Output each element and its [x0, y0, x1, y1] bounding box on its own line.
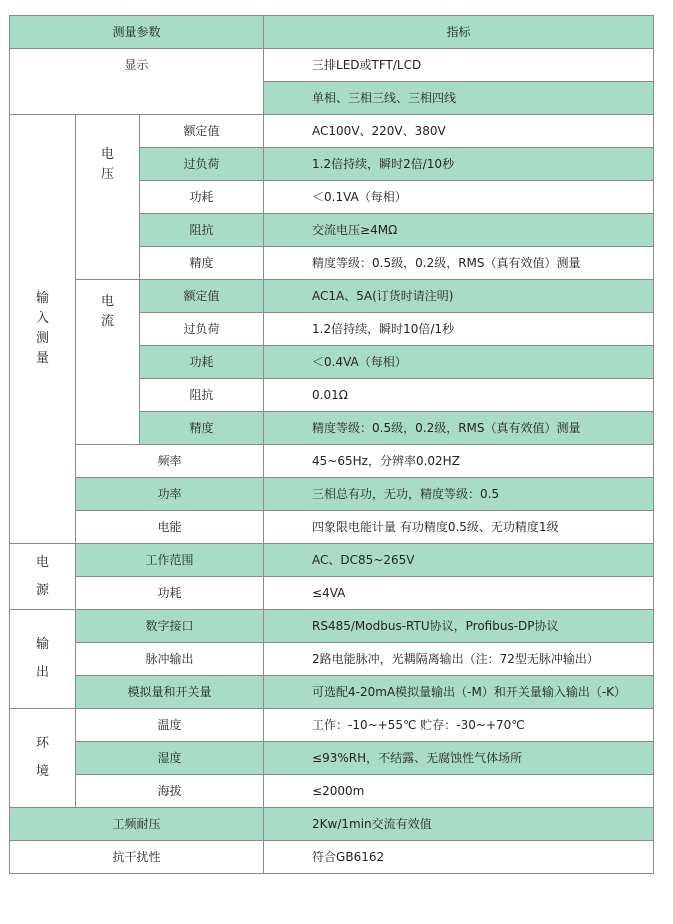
pulse-output-label: 脉冲输出: [76, 643, 264, 676]
voltage-accuracy-label: 精度: [140, 247, 264, 280]
humidity-label: 湿度: [76, 742, 264, 775]
current-accuracy-value: 精度等级：0.5级，0.2级，RMS（真有效值）测量: [264, 412, 654, 445]
withstand-value: 2Kw/1min交流有效值: [264, 808, 654, 841]
voltage-overload-label: 过负荷: [140, 148, 264, 181]
table-row: [10, 544, 654, 577]
input-label: 输入测量: [10, 115, 76, 544]
pulse-output-value: 2路电能脉冲，光耦隔离输出（注：72型无脉冲输出）: [264, 643, 654, 676]
immunity-value: 符合GB6162: [264, 841, 654, 874]
spec-table: [9, 15, 654, 874]
voltage-power-label: 功耗: [140, 181, 264, 214]
table-row: [10, 445, 654, 478]
frequency-label: 频率: [76, 445, 264, 478]
voltage-power-value: ＜0.1VA（每相）: [264, 181, 654, 214]
voltage-impedance-value: 交流电压≥4MΩ: [264, 214, 654, 247]
power-range-label: 工作范围: [76, 544, 264, 577]
table-row: [10, 742, 654, 775]
current-label: 电流: [76, 280, 140, 445]
table-row: [10, 511, 654, 544]
altitude-value: ≤2000m: [264, 775, 654, 808]
power-consumption-label: 功耗: [76, 577, 264, 610]
current-power-value: ＜0.4VA（每相）: [264, 346, 654, 379]
voltage-accuracy-value: 精度等级：0.5级，0.2级，RMS（真有效值）测量: [264, 247, 654, 280]
power-consumption-value: ≤4VA: [264, 577, 654, 610]
voltage-label: 电压: [76, 115, 140, 280]
current-power-label: 功耗: [140, 346, 264, 379]
table-row: [10, 676, 654, 709]
current-rated-value: AC1A、5A(订货时请注明): [264, 280, 654, 313]
header-spec: 指标: [264, 16, 654, 49]
energy-value: 四象限电能计量 有功精度0.5级、无功精度1级: [264, 511, 654, 544]
voltage-overload-value: 1.2倍持续，瞬时2倍/10秒: [264, 148, 654, 181]
current-impedance-value: 0.01Ω: [264, 379, 654, 412]
altitude-label: 海拔: [76, 775, 264, 808]
power-measure-label: 功率: [76, 478, 264, 511]
output-label: 输出: [10, 610, 76, 709]
analog-switch-value: 可选配4-20mA模拟量输出（-M）和开关量输入输出（-K）: [264, 676, 654, 709]
energy-label: 电能: [76, 511, 264, 544]
table-row: [10, 808, 654, 841]
power-supply-label: 电源: [10, 544, 76, 610]
power-measure-value: 三相总有功，无功，精度等级：0.5: [264, 478, 654, 511]
voltage-rated-value: AC100V、220V、380V: [264, 115, 654, 148]
table-row: [10, 49, 654, 82]
wiring-value: 单相、三相三线、三相四线: [264, 82, 654, 115]
voltage-impedance-label: 阻抗: [140, 214, 264, 247]
table-row: [10, 709, 654, 742]
current-rated-label: 额定值: [140, 280, 264, 313]
table-row: [10, 478, 654, 511]
immunity-label: 抗干扰性: [10, 841, 264, 874]
display-label: 显示: [10, 49, 264, 115]
analog-switch-label: 模拟量和开关量: [76, 676, 264, 709]
current-overload-label: 过负荷: [140, 313, 264, 346]
voltage-rated-label: 额定值: [140, 115, 264, 148]
table-row: [10, 115, 654, 148]
table-row: [10, 841, 654, 874]
current-overload-value: 1.2倍持续，瞬时10倍/1秒: [264, 313, 654, 346]
frequency-value: 45~65Hz，分辨率0.02HZ: [264, 445, 654, 478]
current-accuracy-label: 精度: [140, 412, 264, 445]
header-param: 测量参数: [10, 16, 264, 49]
temperature-value: 工作：-10~+55℃ 贮存：-30~+70℃: [264, 709, 654, 742]
display-value: 三排LED或TFT/LCD: [264, 49, 654, 82]
header-row: [10, 16, 654, 49]
table-row: [10, 610, 654, 643]
digital-interface-label: 数字接口: [76, 610, 264, 643]
withstand-label: 工频耐压: [10, 808, 264, 841]
table-row: [10, 643, 654, 676]
table-row: [10, 577, 654, 610]
humidity-value: ≤93%RH，不结露、无腐蚀性气体场所: [264, 742, 654, 775]
table-row: [10, 280, 654, 313]
current-impedance-label: 阻抗: [140, 379, 264, 412]
digital-interface-value: RS485/Modbus-RTU协议，Profibus-DP协议: [264, 610, 654, 643]
environment-label: 环境: [10, 709, 76, 808]
power-range-value: AC、DC85~265V: [264, 544, 654, 577]
table-row: [10, 775, 654, 808]
temperature-label: 温度: [76, 709, 264, 742]
